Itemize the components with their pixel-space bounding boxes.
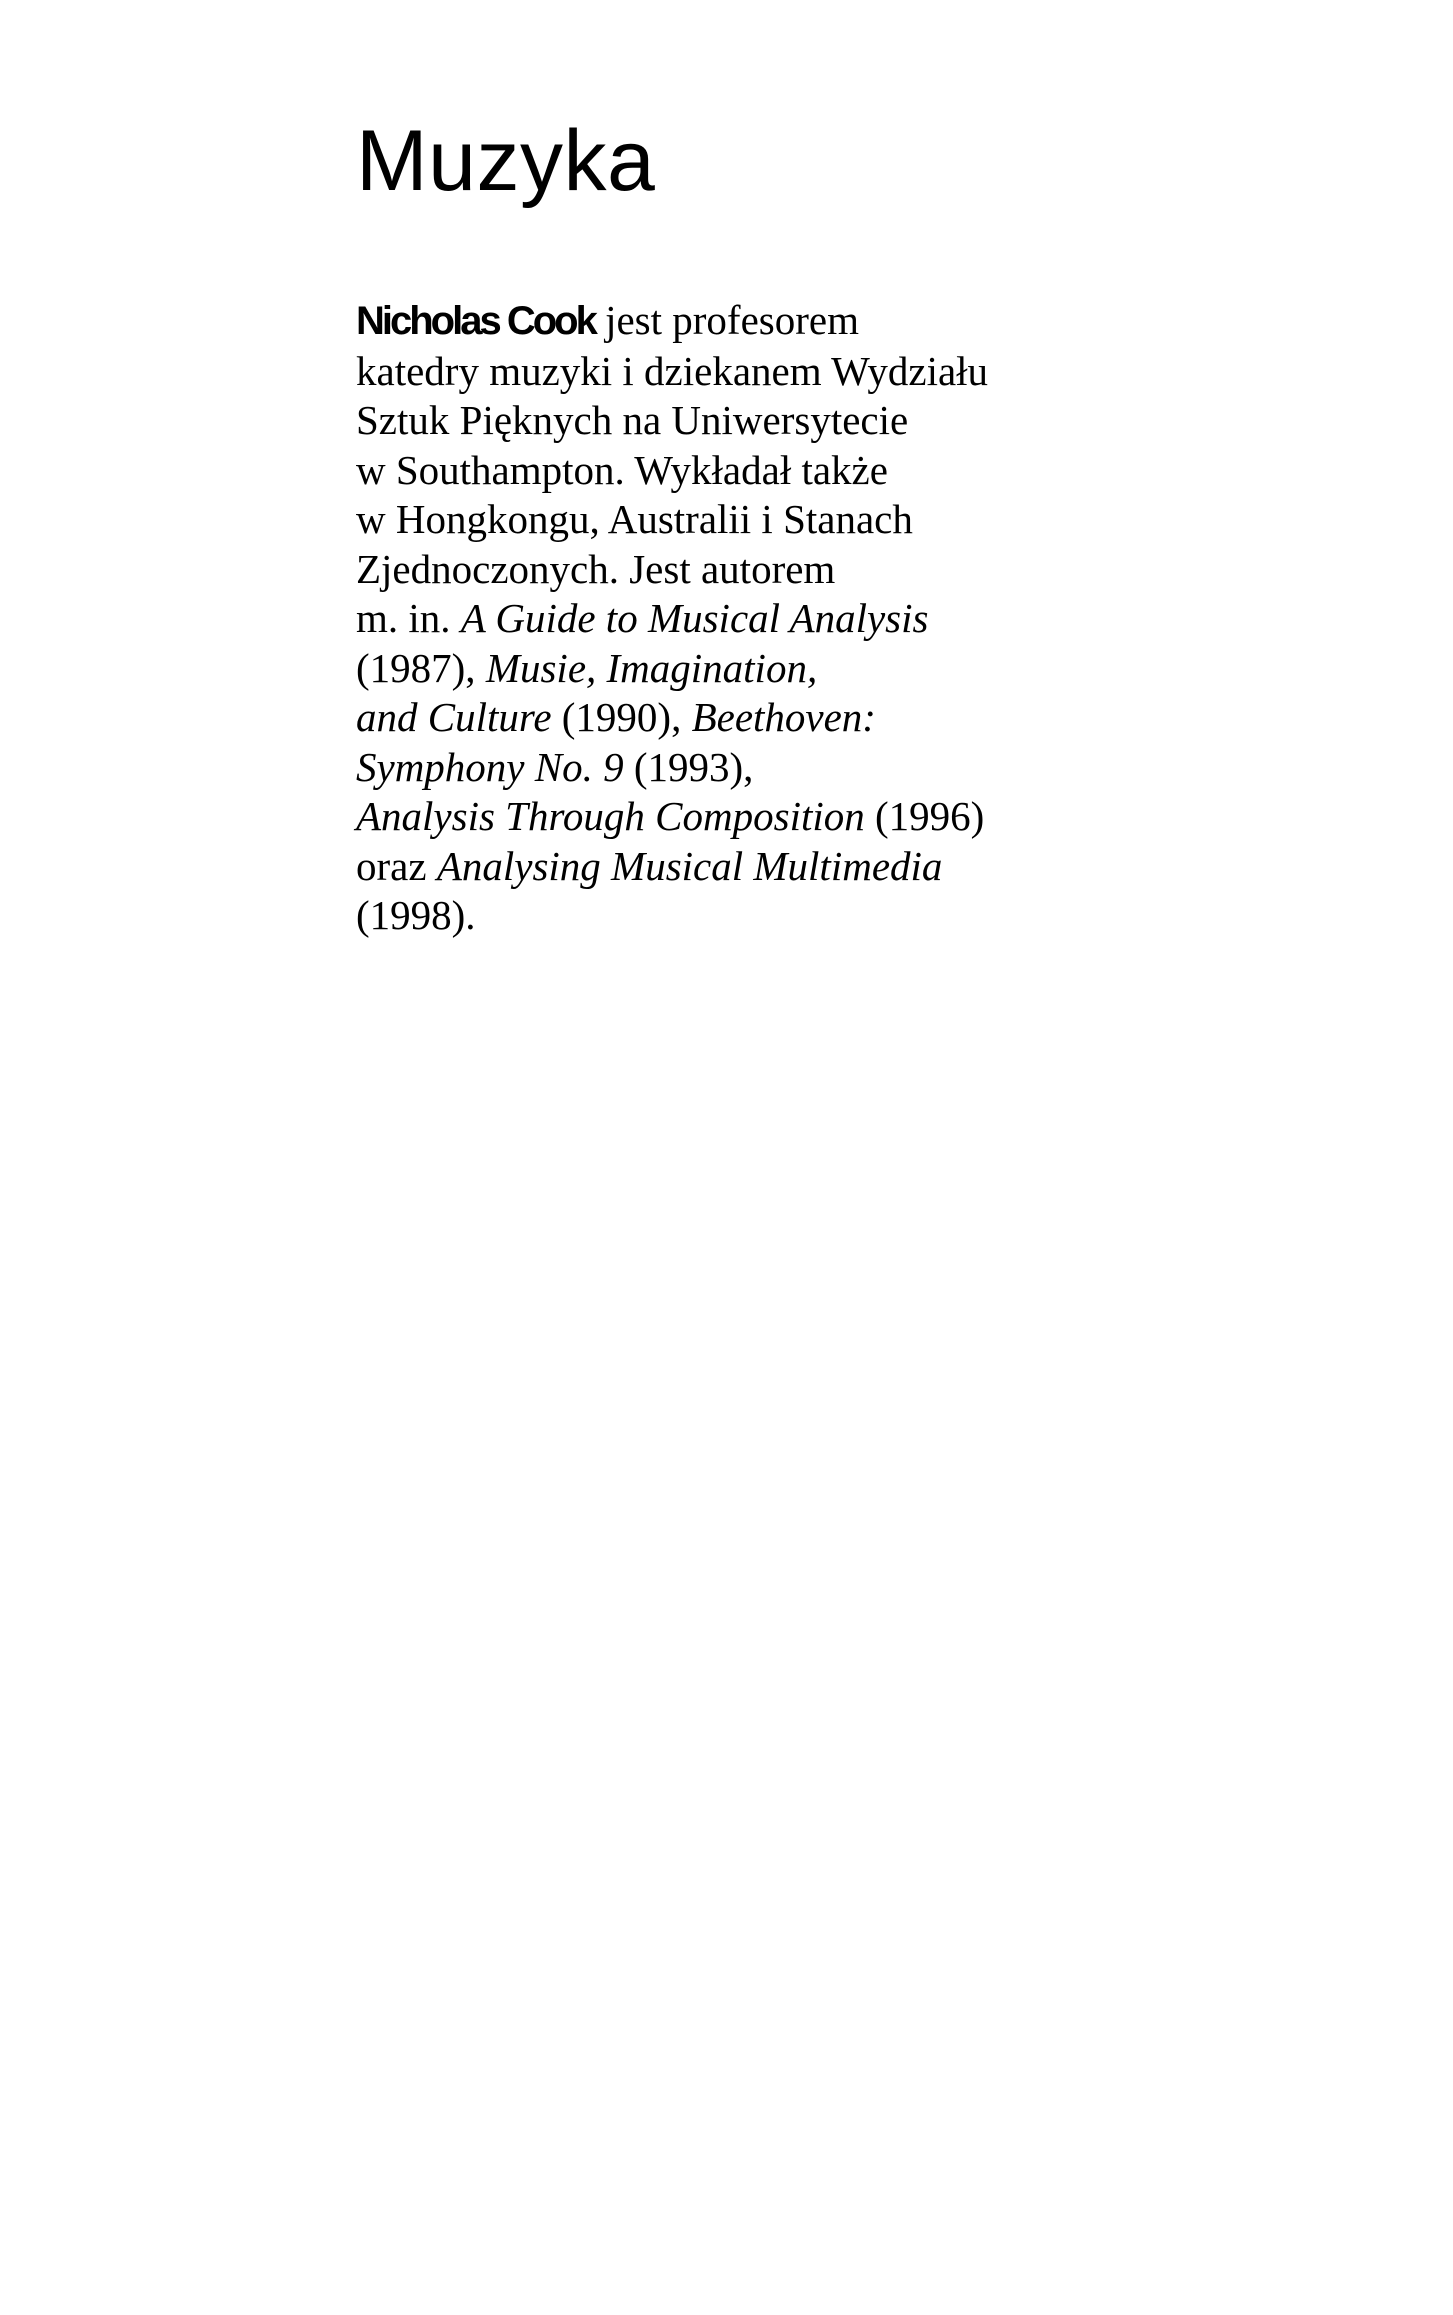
bio-line-4: w Southampton. Wykładał także (356, 446, 888, 493)
bio-line-7 (356, 594, 1116, 644)
work-year: (1987), (356, 644, 476, 691)
work-title: Analysis Through Composition (356, 793, 865, 839)
work-year: (1990), (561, 694, 682, 740)
work-title-cont: and Culture (356, 694, 552, 740)
bio-line-12 (356, 842, 1116, 892)
bio-line-13 (356, 891, 1116, 941)
bio-line-5: w Hongkongu, Australii i Stanach (356, 496, 913, 542)
work-year: (1998). (356, 892, 476, 938)
author-bio (356, 296, 1116, 941)
work-title-cont: Symphony No. 9 (356, 743, 624, 790)
work-year: (1993), (633, 743, 754, 790)
bio-line-6: Zjednoczonych. Jest autorem (356, 545, 836, 592)
bio-line-10 (356, 743, 1116, 793)
bio-line-11 (356, 792, 1116, 842)
work-title: Analysing Musical Multimedia (436, 842, 943, 889)
bio-line-3: Sztuk Pięknych na Uniwersytecie (356, 397, 909, 443)
bio-prefix: m. in. (356, 595, 451, 641)
bio-intro: jest profesorem (605, 297, 859, 343)
bio-conjunction: oraz (356, 842, 427, 889)
work-title: A Guide to Musical Analysis (460, 595, 929, 641)
bio-line-8 (356, 644, 1116, 694)
bio-line-9 (356, 693, 1116, 743)
page-title: Muzyka (356, 113, 656, 209)
bio-line-2: katedry muzyki i dziekanem Wydziału (356, 347, 989, 394)
work-year: (1996) (875, 793, 985, 839)
bio-line-1 (356, 296, 1116, 347)
author-name: Nicholas Cook (356, 299, 595, 343)
work-title: Beethoven: (691, 694, 876, 740)
work-title: Musie, Imagination, (485, 644, 818, 691)
